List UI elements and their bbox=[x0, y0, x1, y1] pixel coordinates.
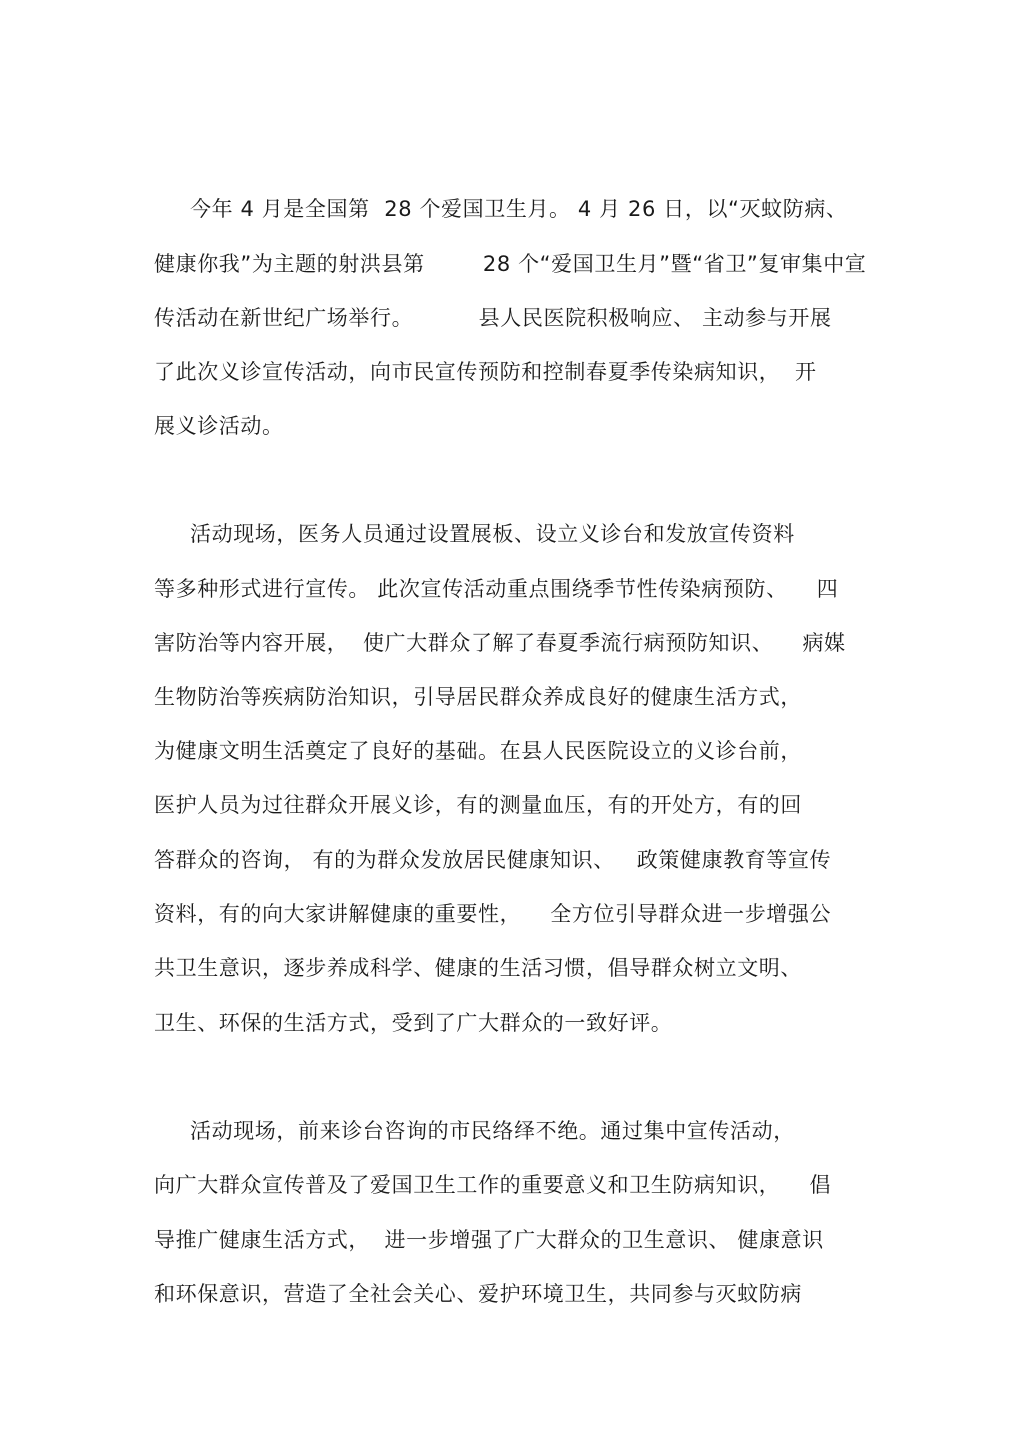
paragraph-line: 医护人员为过往群众开展义诊，有的测量血压，有的开处方，有的回 bbox=[154, 793, 802, 817]
paragraph-line: 传活动在新世纪广场举行。 县人民医院积极响应、 主动参与开展 bbox=[154, 306, 832, 330]
paragraph-line: 活动现场，前来诊台咨询的市民络绎不绝。通过集中宣传活动， bbox=[190, 1119, 795, 1143]
paragraph-line: 向广大群众宣传普及了爱国卫生工作的重要意义和卫生防病知识， 倡 bbox=[154, 1173, 832, 1197]
paragraph-line: 为健康文明生活奠定了良好的基础。在县人民医院设立的义诊台前， bbox=[154, 739, 802, 763]
paragraph-line: 和环保意识，营造了全社会关心、爱护环境卫生，共同参与灭蚊防病 bbox=[154, 1282, 802, 1306]
paragraph-line: 导推广健康生活方式， 进一步增强了广大群众的卫生意识、 健康意识 bbox=[154, 1228, 824, 1252]
paragraph-line: 共卫生意识，逐步养成科学、健康的生活习惯，倡导群众树立文明、 bbox=[154, 956, 802, 980]
paragraph-line: 活动现场，医务人员通过设置展板、设立义诊台和发放宣传资料 bbox=[190, 522, 795, 546]
paragraph-line: 了此次义诊宣传活动，向市民宣传预防和控制春夏季传染病知识， 开 bbox=[154, 360, 817, 384]
paragraph-line: 健康你我”为主题的射洪县第 28 个“爱国卫生月”暨“省卫”复审集中宣 bbox=[154, 252, 867, 276]
paragraph-line: 生物防治等疾病防治知识，引导居民群众养成良好的健康生活方式， bbox=[154, 685, 802, 709]
paragraph-line: 展义诊活动。 bbox=[154, 414, 284, 438]
paragraph-line: 害防治等内容开展， 使广大群众了解了春夏季流行病预防知识、 病媒 bbox=[154, 631, 846, 655]
paragraph-line: 资料，有的向大家讲解健康的重要性， 全方位引导群众进一步增强公 bbox=[154, 902, 832, 926]
paragraph-line: 卫生、环保的生活方式，受到了广大群众的一致好评。 bbox=[154, 1011, 673, 1035]
paragraph-line: 今年 4 月是全国第 28 个爱国卫生月。 4 月 26 日，以“灭蚊防病、 bbox=[190, 197, 848, 221]
paragraph-line: 答群众的咨询， 有的为群众发放居民健康知识、 政策健康教育等宣传 bbox=[154, 848, 832, 872]
paragraph-line: 等多种形式进行宣传。 此次宣传活动重点围绕季节性传染病预防、 四 bbox=[154, 577, 839, 601]
